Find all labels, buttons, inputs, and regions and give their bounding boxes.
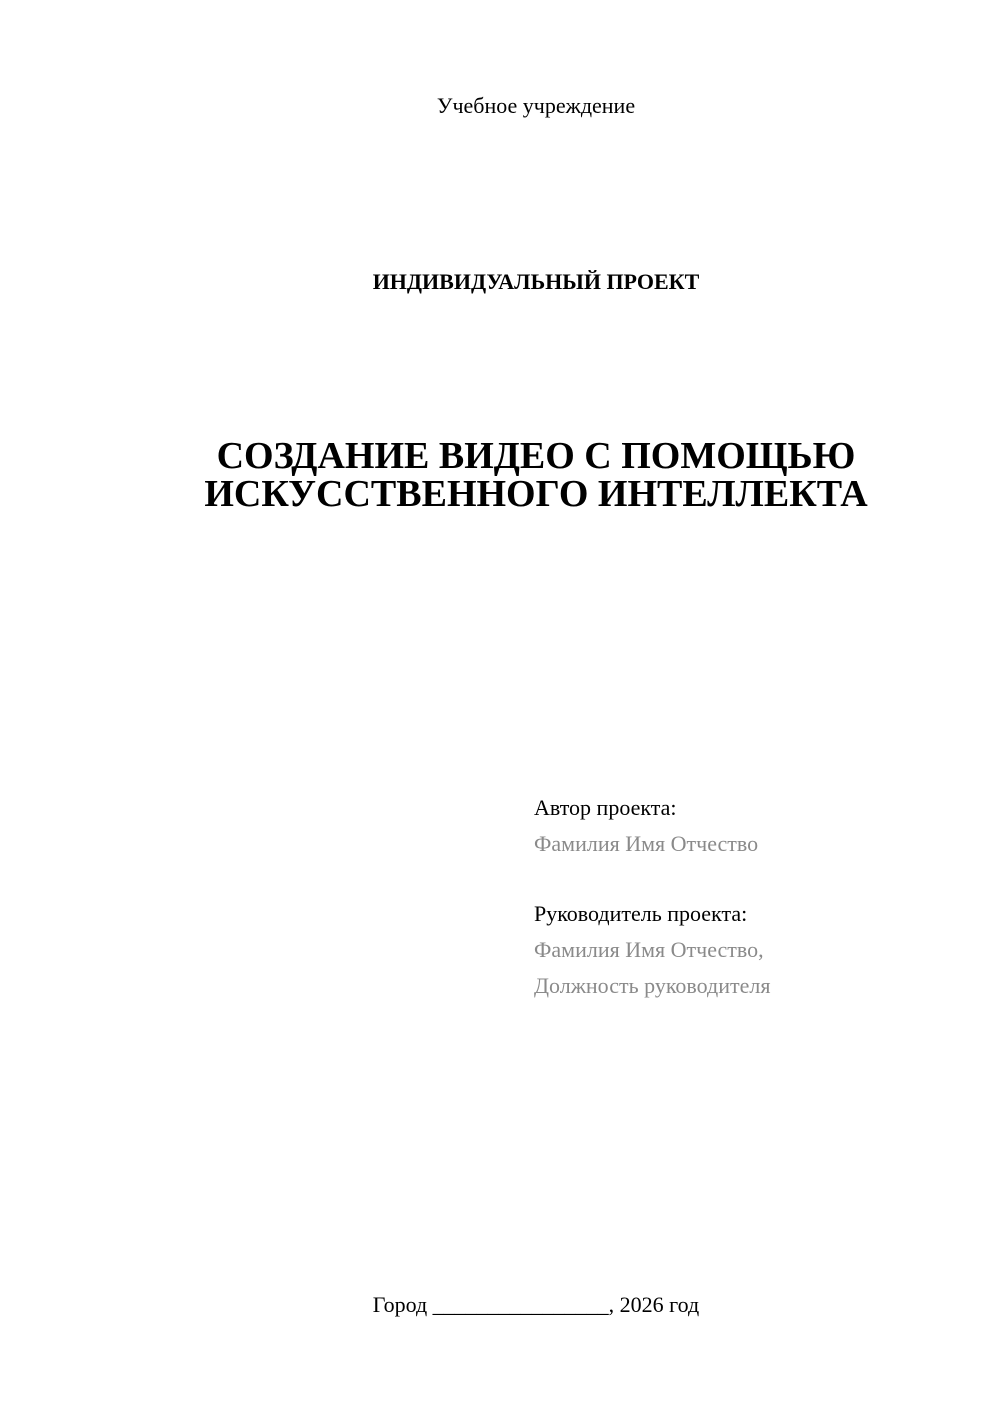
supervisor-position: Должность руководителя (534, 973, 771, 998)
supervisor-label: Руководитель проекта: (534, 901, 748, 926)
credits-block (534, 790, 974, 1004)
city-year-line: Город ________________, 2026 год (372, 1292, 700, 1317)
supervisor-name: Фамилия Имя Отчество, (534, 937, 764, 962)
institution-name: Учебное учреждение (436, 93, 636, 118)
project-title (0, 437, 1000, 513)
project-title-line-2: ИСКУССТВЕННОГО ИНТЕЛЛЕКТА (204, 473, 868, 515)
author-name: Фамилия Имя Отчество (534, 831, 759, 856)
project-title-line-1: СОЗДАНИЕ ВИДЕО С ПОМОЩЬЮ (216, 435, 856, 477)
project-type-heading: ИНДИВИДУАЛЬНЫЙ ПРОЕКТ (372, 269, 700, 294)
author-label: Автор проекта: (534, 795, 677, 820)
credits-spacer (534, 862, 974, 896)
